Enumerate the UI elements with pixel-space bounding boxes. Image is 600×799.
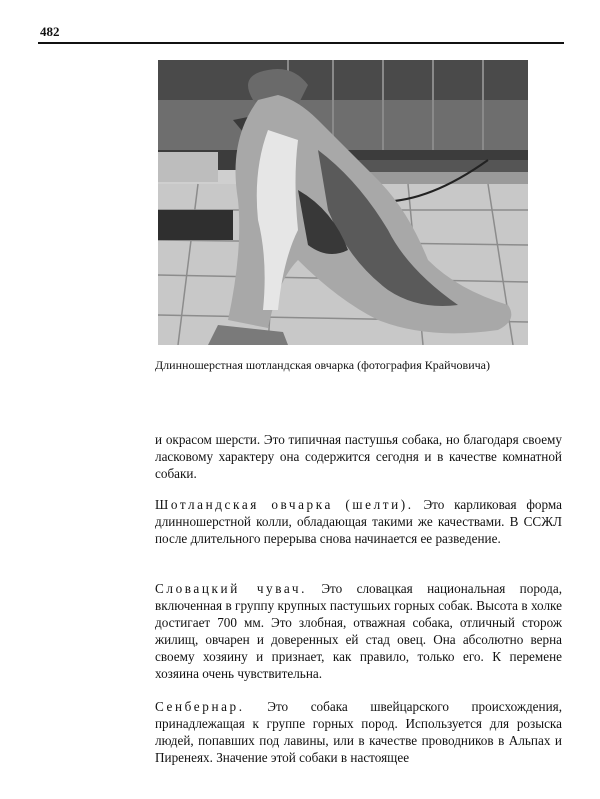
paragraph-text: Это словацкая национальная порода, включенная в группу крупных пастушьих горных собак. Высота в холке достигает 700 мм. Это злобная, отважная собака, отличный сторож жилищ, овчарен и доверенных ей стад овец. Она абсолютно верна своему хозяину и признает, как правило, только его. К перемене хозяина очень чувствительна. [155, 581, 563, 681]
paragraph-text: Это карликовая форма длинношерстной колли, обладающая такими же качествами. В ССЖЛ после длительного перерыва снова начинается ее разведение. [155, 497, 562, 546]
breed-term: Шотландская овчарка (шелти). [155, 497, 414, 512]
photo-caption: Длинношерстная шотландская овчарка (фотография Крайчовича) [155, 358, 490, 372]
dog-photo [158, 60, 528, 345]
paragraph-continuation [155, 431, 562, 482]
breed-term: Сенбернар. [155, 699, 245, 714]
header-rule [38, 42, 564, 44]
page-number: 482 [40, 24, 60, 39]
paragraph-text: Это собака швейцарского происхождения, принадлежащая к группе горных пород. Используется для розыска людей, попавших под лавины, или в качестве проводников в Альпах и Пиренеях. Значение этой собаки в настоящее [155, 699, 562, 765]
paragraph-shelti [155, 496, 562, 547]
dog-photo-image [158, 60, 528, 345]
paragraph-text: и окрасом шерсти. Это типичная пастушья собака, но благодаря своему ласковому характеру она содержится сегодня и в качестве комнатной собаки. [155, 432, 562, 481]
paragraph-chuvach [155, 580, 562, 682]
breed-term: Словацкий чувач. [155, 581, 307, 596]
paragraph-senbernar [155, 698, 562, 766]
